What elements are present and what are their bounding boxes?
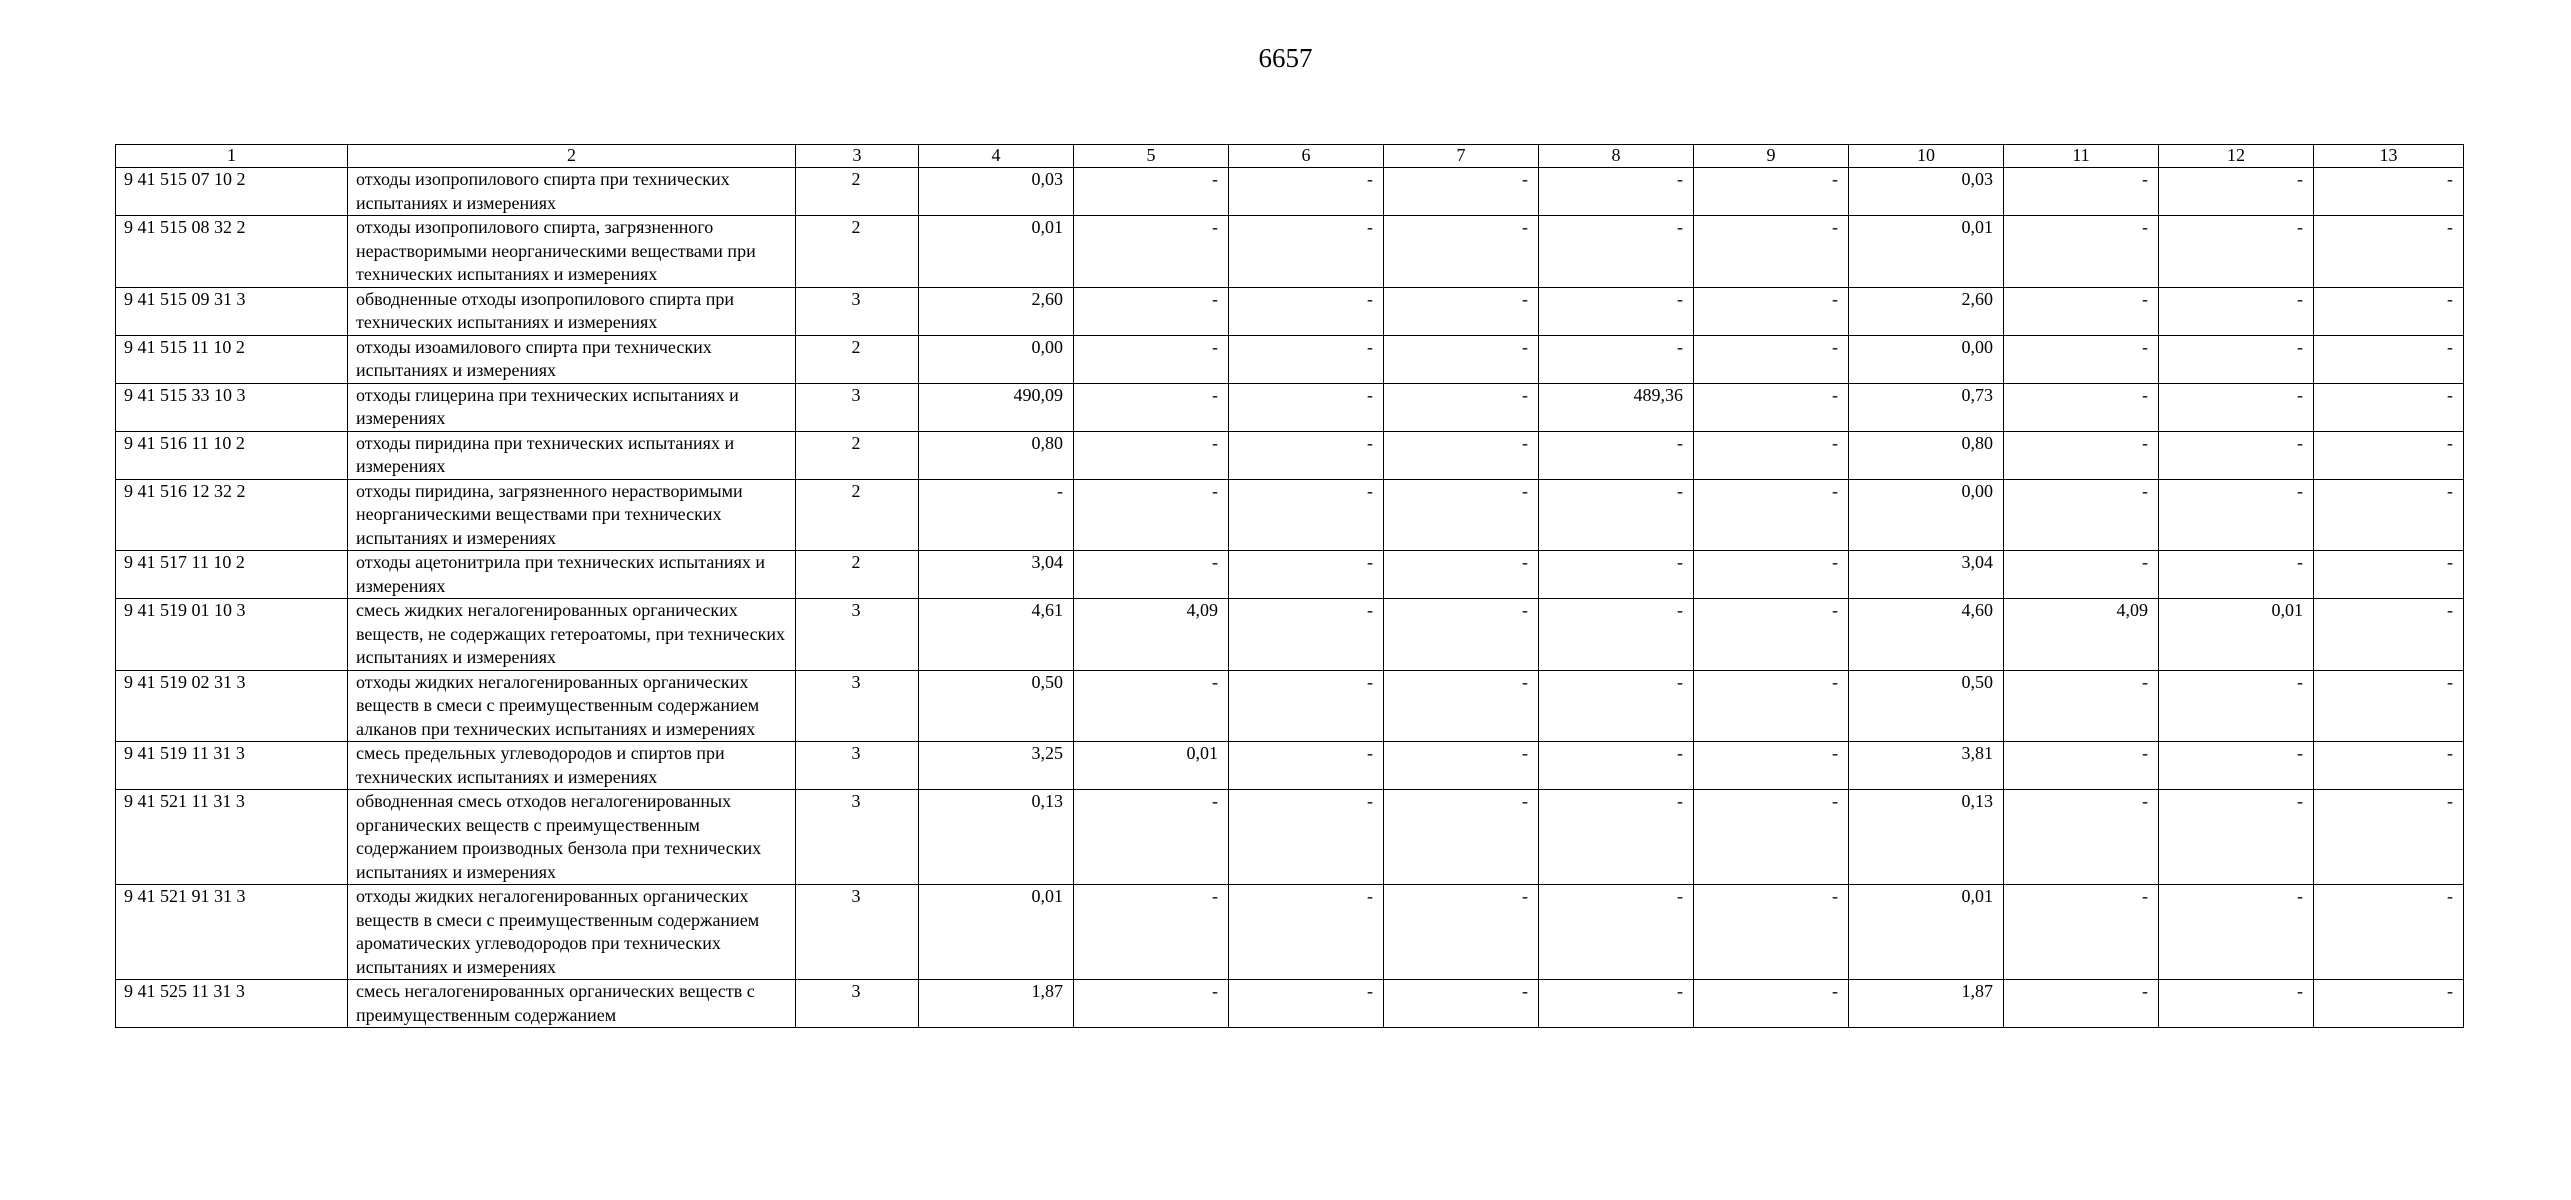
value-cell-col-11: - (2004, 670, 2159, 742)
table-row (116, 216, 2464, 288)
waste-name-cell: отходы изоамилового спирта при технических испытаниях и измерениях (348, 335, 796, 383)
waste-name-cell: отходы ацетонитрила при технических испытаниях и измерениях (348, 551, 796, 599)
value-cell-col-12: - (2159, 287, 2314, 335)
column-header-12: 12 (2159, 145, 2314, 168)
value-cell-col-4: 490,09 (919, 383, 1074, 431)
table-row (116, 479, 2464, 551)
value-cell-col-11: - (2004, 383, 2159, 431)
value-cell-col-7: - (1384, 216, 1539, 288)
column-header-5: 5 (1074, 145, 1229, 168)
value-cell-col-5: - (1074, 383, 1229, 431)
value-cell-col-4: 0,01 (919, 216, 1074, 288)
hazard-class-cell: 3 (796, 670, 919, 742)
value-cell-col-10: 0,00 (1849, 479, 2004, 551)
value-cell-col-11: - (2004, 885, 2159, 980)
value-cell-col-8: - (1539, 551, 1694, 599)
value-cell-col-12: - (2159, 431, 2314, 479)
value-cell-col-7: - (1384, 431, 1539, 479)
value-cell-col-5: - (1074, 551, 1229, 599)
value-cell-col-9: - (1694, 885, 1849, 980)
value-cell-col-5: - (1074, 431, 1229, 479)
value-cell-col-12: - (2159, 670, 2314, 742)
waste-code-cell: 9 41 521 11 31 3 (116, 790, 348, 885)
value-cell-col-7: - (1384, 287, 1539, 335)
value-cell-col-7: - (1384, 980, 1539, 1028)
column-header-3: 3 (796, 145, 919, 168)
value-cell-col-4: 0,13 (919, 790, 1074, 885)
value-cell-col-4: 3,04 (919, 551, 1074, 599)
waste-code-cell: 9 41 515 11 10 2 (116, 335, 348, 383)
value-cell-col-7: - (1384, 479, 1539, 551)
value-cell-col-13: - (2314, 216, 2464, 288)
value-cell-col-9: - (1694, 670, 1849, 742)
value-cell-col-7: - (1384, 670, 1539, 742)
value-cell-col-8: - (1539, 287, 1694, 335)
value-cell-col-9: - (1694, 479, 1849, 551)
value-cell-col-9: - (1694, 790, 1849, 885)
value-cell-col-6: - (1229, 670, 1384, 742)
waste-code-cell: 9 41 515 33 10 3 (116, 383, 348, 431)
value-cell-col-10: 0,13 (1849, 790, 2004, 885)
value-cell-col-12: - (2159, 216, 2314, 288)
value-cell-col-8: - (1539, 335, 1694, 383)
value-cell-col-9: - (1694, 216, 1849, 288)
table-row (116, 168, 2464, 216)
waste-name-cell: отходы пиридина, загрязненного нерастворимыми неорганическими веществами при технических испытаниях и измерениях (348, 479, 796, 551)
value-cell-col-6: - (1229, 335, 1384, 383)
value-cell-col-13: - (2314, 885, 2464, 980)
value-cell-col-10: 1,87 (1849, 980, 2004, 1028)
value-cell-col-10: 0,50 (1849, 670, 2004, 742)
value-cell-col-9: - (1694, 551, 1849, 599)
value-cell-col-11: - (2004, 551, 2159, 599)
value-cell-col-10: 0,01 (1849, 216, 2004, 288)
waste-name-cell: отходы пиридина при технических испытаниях и измерениях (348, 431, 796, 479)
value-cell-col-5: - (1074, 168, 1229, 216)
value-cell-col-12: 0,01 (2159, 599, 2314, 671)
value-cell-col-6: - (1229, 168, 1384, 216)
value-cell-col-6: - (1229, 383, 1384, 431)
value-cell-col-8: - (1539, 479, 1694, 551)
value-cell-col-7: - (1384, 168, 1539, 216)
value-cell-col-12: - (2159, 335, 2314, 383)
waste-name-cell: обводненная смесь отходов негалогенированных органических веществ с преимущественным содержанием производных бензола при технических испытаниях и измерениях (348, 790, 796, 885)
value-cell-col-9: - (1694, 287, 1849, 335)
value-cell-col-10: 2,60 (1849, 287, 2004, 335)
waste-code-cell: 9 41 525 11 31 3 (116, 980, 348, 1028)
waste-code-cell: 9 41 516 12 32 2 (116, 479, 348, 551)
table-body (116, 168, 2464, 1028)
value-cell-col-11: - (2004, 216, 2159, 288)
value-cell-col-13: - (2314, 479, 2464, 551)
value-cell-col-10: 0,00 (1849, 335, 2004, 383)
hazard-class-cell: 3 (796, 742, 919, 790)
waste-code-cell: 9 41 515 08 32 2 (116, 216, 348, 288)
value-cell-col-7: - (1384, 599, 1539, 671)
column-header-2: 2 (348, 145, 796, 168)
waste-table (115, 144, 2464, 1028)
table-row (116, 431, 2464, 479)
table-row (116, 599, 2464, 671)
value-cell-col-9: - (1694, 599, 1849, 671)
value-cell-col-4: 2,60 (919, 287, 1074, 335)
table-header-row (116, 145, 2464, 168)
waste-code-cell: 9 41 515 07 10 2 (116, 168, 348, 216)
waste-name-cell: отходы изопропилового спирта при технических испытаниях и измерениях (348, 168, 796, 216)
value-cell-col-4: 0,00 (919, 335, 1074, 383)
value-cell-col-8: - (1539, 670, 1694, 742)
value-cell-col-4: 3,25 (919, 742, 1074, 790)
hazard-class-cell: 2 (796, 479, 919, 551)
column-header-9: 9 (1694, 145, 1849, 168)
value-cell-col-9: - (1694, 335, 1849, 383)
column-header-1: 1 (116, 145, 348, 168)
value-cell-col-5: 4,09 (1074, 599, 1229, 671)
value-cell-col-6: - (1229, 431, 1384, 479)
table-row (116, 980, 2464, 1028)
value-cell-col-5: - (1074, 980, 1229, 1028)
value-cell-col-7: - (1384, 742, 1539, 790)
value-cell-col-10: 0,73 (1849, 383, 2004, 431)
value-cell-col-10: 4,60 (1849, 599, 2004, 671)
hazard-class-cell: 3 (796, 599, 919, 671)
waste-code-cell: 9 41 515 09 31 3 (116, 287, 348, 335)
value-cell-col-13: - (2314, 670, 2464, 742)
value-cell-col-11: - (2004, 980, 2159, 1028)
value-cell-col-5: - (1074, 479, 1229, 551)
waste-name-cell: обводненные отходы изопропилового спирта при технических испытаниях и измерениях (348, 287, 796, 335)
value-cell-col-12: - (2159, 479, 2314, 551)
value-cell-col-4: 0,01 (919, 885, 1074, 980)
value-cell-col-4: 1,87 (919, 980, 1074, 1028)
value-cell-col-7: - (1384, 885, 1539, 980)
value-cell-col-4: 0,03 (919, 168, 1074, 216)
waste-code-cell: 9 41 517 11 10 2 (116, 551, 348, 599)
hazard-class-cell: 2 (796, 551, 919, 599)
table-row (116, 551, 2464, 599)
value-cell-col-8: - (1539, 431, 1694, 479)
hazard-class-cell: 3 (796, 885, 919, 980)
table-row (116, 383, 2464, 431)
value-cell-col-11: 4,09 (2004, 599, 2159, 671)
value-cell-col-8: - (1539, 980, 1694, 1028)
value-cell-col-12: - (2159, 980, 2314, 1028)
value-cell-col-6: - (1229, 742, 1384, 790)
value-cell-col-6: - (1229, 216, 1384, 288)
waste-name-cell: отходы жидких негалогенированных органических веществ в смеси с преимущественным содержанием алканов при технических испытаниях и измерениях (348, 670, 796, 742)
value-cell-col-8: - (1539, 790, 1694, 885)
column-header-7: 7 (1384, 145, 1539, 168)
value-cell-col-13: - (2314, 431, 2464, 479)
value-cell-col-9: - (1694, 742, 1849, 790)
table-row (116, 670, 2464, 742)
hazard-class-cell: 2 (796, 431, 919, 479)
value-cell-col-10: 3,04 (1849, 551, 2004, 599)
value-cell-col-5: - (1074, 335, 1229, 383)
value-cell-col-13: - (2314, 742, 2464, 790)
value-cell-col-4: 4,61 (919, 599, 1074, 671)
value-cell-col-10: 0,01 (1849, 885, 2004, 980)
waste-name-cell: отходы изопропилового спирта, загрязненного нерастворимыми неорганическими веществами при технических испытаниях и измерениях (348, 216, 796, 288)
value-cell-col-5: - (1074, 885, 1229, 980)
waste-code-cell: 9 41 521 91 31 3 (116, 885, 348, 980)
value-cell-col-6: - (1229, 287, 1384, 335)
hazard-class-cell: 3 (796, 287, 919, 335)
value-cell-col-5: - (1074, 670, 1229, 742)
hazard-class-cell: 2 (796, 335, 919, 383)
waste-code-cell: 9 41 516 11 10 2 (116, 431, 348, 479)
hazard-class-cell: 3 (796, 383, 919, 431)
column-header-10: 10 (1849, 145, 2004, 168)
table-row (116, 885, 2464, 980)
value-cell-col-11: - (2004, 168, 2159, 216)
value-cell-col-12: - (2159, 790, 2314, 885)
column-header-11: 11 (2004, 145, 2159, 168)
value-cell-col-6: - (1229, 790, 1384, 885)
waste-code-cell: 9 41 519 01 10 3 (116, 599, 348, 671)
value-cell-col-7: - (1384, 551, 1539, 599)
table-row (116, 742, 2464, 790)
value-cell-col-11: - (2004, 742, 2159, 790)
value-cell-col-13: - (2314, 383, 2464, 431)
value-cell-col-6: - (1229, 551, 1384, 599)
value-cell-col-7: - (1384, 383, 1539, 431)
hazard-class-cell: 2 (796, 168, 919, 216)
value-cell-col-11: - (2004, 335, 2159, 383)
value-cell-col-4: 0,50 (919, 670, 1074, 742)
waste-code-cell: 9 41 519 02 31 3 (116, 670, 348, 742)
hazard-class-cell: 3 (796, 980, 919, 1028)
value-cell-col-5: 0,01 (1074, 742, 1229, 790)
value-cell-col-13: - (2314, 790, 2464, 885)
value-cell-col-11: - (2004, 431, 2159, 479)
column-header-6: 6 (1229, 145, 1384, 168)
value-cell-col-5: - (1074, 790, 1229, 885)
value-cell-col-10: 0,80 (1849, 431, 2004, 479)
table-row (116, 790, 2464, 885)
value-cell-col-6: - (1229, 599, 1384, 671)
waste-name-cell: отходы жидких негалогенированных органических веществ в смеси с преимущественным содержанием ароматических углеводородов при технических испытаниях и измерениях (348, 885, 796, 980)
value-cell-col-12: - (2159, 742, 2314, 790)
value-cell-col-12: - (2159, 383, 2314, 431)
value-cell-col-8: - (1539, 168, 1694, 216)
value-cell-col-6: - (1229, 885, 1384, 980)
column-header-4: 4 (919, 145, 1074, 168)
value-cell-col-13: - (2314, 551, 2464, 599)
value-cell-col-8: - (1539, 216, 1694, 288)
value-cell-col-8: - (1539, 885, 1694, 980)
waste-code-cell: 9 41 519 11 31 3 (116, 742, 348, 790)
value-cell-col-10: 0,03 (1849, 168, 2004, 216)
value-cell-col-10: 3,81 (1849, 742, 2004, 790)
hazard-class-cell: 2 (796, 216, 919, 288)
value-cell-col-11: - (2004, 479, 2159, 551)
value-cell-col-12: - (2159, 551, 2314, 599)
value-cell-col-6: - (1229, 479, 1384, 551)
value-cell-col-13: - (2314, 168, 2464, 216)
value-cell-col-4: - (919, 479, 1074, 551)
value-cell-col-8: - (1539, 599, 1694, 671)
column-header-13: 13 (2314, 145, 2464, 168)
column-header-8: 8 (1539, 145, 1694, 168)
value-cell-col-11: - (2004, 790, 2159, 885)
value-cell-col-7: - (1384, 335, 1539, 383)
value-cell-col-8: - (1539, 742, 1694, 790)
table-row (116, 335, 2464, 383)
value-cell-col-9: - (1694, 431, 1849, 479)
value-cell-col-5: - (1074, 287, 1229, 335)
value-cell-col-12: - (2159, 168, 2314, 216)
waste-name-cell: смесь предельных углеводородов и спиртов при технических испытаниях и измерениях (348, 742, 796, 790)
value-cell-col-4: 0,80 (919, 431, 1074, 479)
value-cell-col-8: 489,36 (1539, 383, 1694, 431)
page-number: 6657 (1258, 43, 1313, 73)
value-cell-col-13: - (2314, 335, 2464, 383)
table-row (116, 287, 2464, 335)
value-cell-col-12: - (2159, 885, 2314, 980)
value-cell-col-5: - (1074, 216, 1229, 288)
waste-name-cell: смесь жидких негалогенированных органических веществ, не содержащих гетероатомы, при технических испытаниях и измерениях (348, 599, 796, 671)
value-cell-col-13: - (2314, 599, 2464, 671)
value-cell-col-9: - (1694, 980, 1849, 1028)
value-cell-col-7: - (1384, 790, 1539, 885)
waste-name-cell: смесь негалогенированных органических веществ с преимущественным содержанием (348, 980, 796, 1028)
value-cell-col-9: - (1694, 168, 1849, 216)
hazard-class-cell: 3 (796, 790, 919, 885)
waste-name-cell: отходы глицерина при технических испытаниях и измерениях (348, 383, 796, 431)
value-cell-col-9: - (1694, 383, 1849, 431)
value-cell-col-13: - (2314, 980, 2464, 1028)
value-cell-col-11: - (2004, 287, 2159, 335)
value-cell-col-13: - (2314, 287, 2464, 335)
value-cell-col-6: - (1229, 980, 1384, 1028)
